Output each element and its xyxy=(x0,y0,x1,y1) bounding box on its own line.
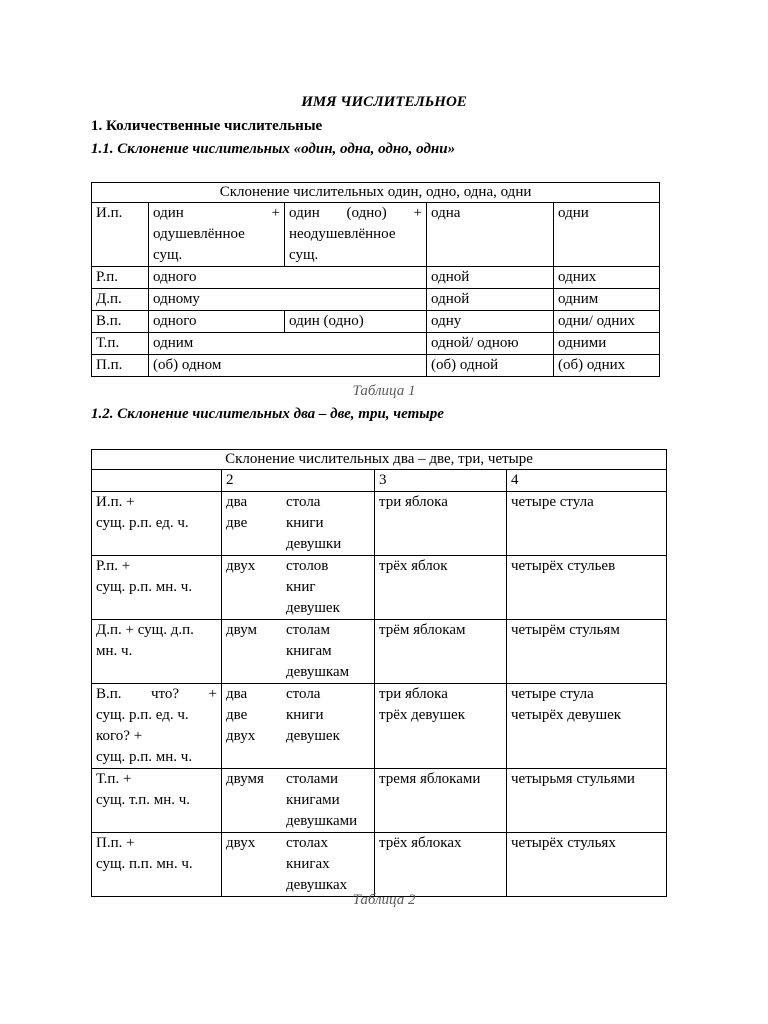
numeral-two-cell xyxy=(222,620,375,684)
cell-text: мн. ч. xyxy=(96,643,133,659)
cell-text: трёх девушек xyxy=(379,707,466,723)
case-cell: Р.п. xyxy=(92,267,149,289)
column-header: 4 xyxy=(507,470,667,492)
cell-line xyxy=(226,577,370,598)
section-heading: 1. Количественные числительные xyxy=(91,118,323,134)
table-row xyxy=(92,556,667,620)
cell-text: (одно) xyxy=(346,205,387,221)
table-row xyxy=(92,684,667,769)
numeral-two-cell xyxy=(222,833,375,897)
case-cell: В.п. xyxy=(92,311,149,333)
numeral-three-cell xyxy=(375,492,507,556)
plural-cell: одни xyxy=(554,203,660,267)
cell-text: стола xyxy=(286,686,321,702)
cell-text: двум xyxy=(226,622,257,638)
case-cell: Д.п. xyxy=(92,289,149,311)
cell-text xyxy=(226,534,286,555)
cell-text: В.п. xyxy=(96,686,122,702)
cell-text: книгами xyxy=(286,792,340,808)
numeral-two-cell xyxy=(222,684,375,769)
cell-line xyxy=(226,534,370,555)
cell-text xyxy=(226,598,286,619)
cell-text: четырёх стульях xyxy=(511,835,616,851)
plural-cell: одними xyxy=(554,333,660,355)
plural-cell: одним xyxy=(554,289,660,311)
cell-text: девушки xyxy=(286,536,342,552)
case-cell: П.п. xyxy=(92,355,149,377)
table-row xyxy=(92,203,660,267)
numeral-four-cell xyxy=(507,833,667,897)
plural-cell: одних xyxy=(554,267,660,289)
declension-table-one xyxy=(91,182,660,377)
cell-text: сущ. р.п. ед. ч. xyxy=(96,707,189,723)
cell-text: сущ. xyxy=(153,247,183,263)
cell-line xyxy=(226,641,370,662)
cell-text: четырёх девушек xyxy=(511,707,622,723)
plural-cell: (об) одних xyxy=(554,355,660,377)
cell-text xyxy=(226,577,286,598)
feminine-cell: одной xyxy=(427,267,554,289)
masc-cell: (об) одном xyxy=(149,355,427,377)
cell-text: четырьмя стульями xyxy=(511,771,635,787)
cell-text: трёх яблоках xyxy=(379,835,462,851)
column-header: 3 xyxy=(375,470,507,492)
numeral-four-cell xyxy=(507,620,667,684)
cell-text: столов xyxy=(286,558,329,574)
cell-text: сущ. xyxy=(289,247,319,263)
cell-text xyxy=(226,811,286,832)
cell-text: И.п. + xyxy=(96,494,135,510)
cell-line xyxy=(226,833,370,854)
cell-text: один xyxy=(153,205,184,221)
case-cell xyxy=(92,556,222,620)
cell-line xyxy=(226,854,370,875)
cell-text: четыре стула xyxy=(511,686,594,702)
cell-text: столам xyxy=(286,622,330,638)
cell-text: столах xyxy=(286,835,328,851)
cell-line xyxy=(226,620,370,641)
cell-text: три яблока xyxy=(379,686,448,702)
cell-text: девушек xyxy=(286,728,340,744)
case-cell: Т.п. xyxy=(92,333,149,355)
numeral-three-cell xyxy=(375,833,507,897)
cell-text: девушках xyxy=(286,877,348,893)
cell-text: Д.п. + сущ. д.п. xyxy=(96,622,194,638)
table-row xyxy=(92,833,667,897)
cell-text: П.п. + xyxy=(96,835,135,851)
feminine-cell: одну xyxy=(427,311,554,333)
cell-text: + xyxy=(208,686,217,702)
cell-text: Р.п. + xyxy=(96,558,131,574)
inanimate-cell xyxy=(285,203,427,267)
cell-text: + xyxy=(271,205,280,221)
cell-text: неодушевлённое xyxy=(289,226,396,242)
cell-text: три яблока xyxy=(379,494,448,510)
inanimate-cell: один (одно) xyxy=(285,311,427,333)
numeral-two-cell xyxy=(222,556,375,620)
cell-text: книг xyxy=(286,579,316,595)
cell-text: одушевлённое xyxy=(153,226,245,242)
table-row xyxy=(92,289,660,311)
cell-text: книги xyxy=(286,707,324,723)
cell-line xyxy=(226,556,370,577)
declension-table-two xyxy=(91,449,667,897)
cell-text: столами xyxy=(286,771,338,787)
cell-text: + xyxy=(413,205,422,221)
table-row xyxy=(92,355,660,377)
subsection-heading-1: 1.1. Склонение числительных «один, одна, одно, одни» xyxy=(91,141,456,157)
table-body xyxy=(92,492,667,897)
case-line xyxy=(96,684,217,705)
table-caption: Склонение числительных два – две, три, четыре xyxy=(92,450,667,470)
cell-text: четырёх стульев xyxy=(511,558,616,574)
cell-text: книги xyxy=(286,515,324,531)
cell-text: трём яблокам xyxy=(379,622,466,638)
cell-line xyxy=(226,598,370,619)
cell-text: книгах xyxy=(286,856,330,872)
masc-cell: одному xyxy=(149,289,427,311)
cell-line xyxy=(226,684,370,705)
table-label-2: Таблица 2 xyxy=(352,892,416,908)
cell-text: сущ. п.п. мн. ч. xyxy=(96,856,193,872)
feminine-cell: одна xyxy=(427,203,554,267)
numeral-three-cell xyxy=(375,769,507,833)
table-caption-row xyxy=(92,450,667,470)
cell-text: две xyxy=(226,515,248,531)
cell-text xyxy=(226,641,286,662)
cell-text: девушек xyxy=(286,600,340,616)
numeral-four-cell xyxy=(507,492,667,556)
cell-text: двух xyxy=(226,558,256,574)
table-row xyxy=(92,333,660,355)
numeral-two-cell xyxy=(222,492,375,556)
cell-line xyxy=(226,705,370,726)
cell-text: двух xyxy=(226,728,256,744)
table-caption: Склонение числительных один, одно, одна, одни xyxy=(92,183,660,203)
subsection-heading-2: 1.2. Склонение числительных два – две, три, четыре xyxy=(91,406,444,422)
cell-text: двумя xyxy=(226,771,264,787)
case-cell xyxy=(92,684,222,769)
table-header-row xyxy=(92,470,667,492)
cell-text: Т.п. + xyxy=(96,771,132,787)
cell-line xyxy=(226,513,370,534)
cell-text: что? xyxy=(151,686,180,702)
cell-text: сущ. р.п. мн. ч. xyxy=(96,749,193,765)
table-caption-row xyxy=(92,183,660,203)
cell-text: тремя яблоками xyxy=(379,771,481,787)
cell-text: девушками xyxy=(286,813,358,829)
cell-text: книгам xyxy=(286,643,332,659)
feminine-cell: одной/ одною xyxy=(427,333,554,355)
cell-text: две xyxy=(226,707,248,723)
table-label-1: Таблица 1 xyxy=(352,383,416,399)
cell-text: кого? + xyxy=(96,728,143,744)
masc-cell: одного xyxy=(149,267,427,289)
table-row xyxy=(92,311,660,333)
cell-line xyxy=(226,726,370,747)
table-row xyxy=(92,620,667,684)
cell-text: четырём стульям xyxy=(511,622,620,638)
cell-text xyxy=(226,790,286,811)
case-cell xyxy=(92,492,222,556)
plural-cell: одни/ одних xyxy=(554,311,660,333)
cell-text: стола xyxy=(286,494,321,510)
cell-text: два xyxy=(226,686,248,702)
cell-line xyxy=(226,769,370,790)
table-row xyxy=(92,267,660,289)
cell-text: девушкам xyxy=(286,664,350,680)
table-row xyxy=(92,769,667,833)
cell-text: сущ. р.п. ед. ч. xyxy=(96,515,189,531)
cell-text: два xyxy=(226,494,248,510)
case-cell: И.п. xyxy=(92,203,149,267)
table-row xyxy=(92,492,667,556)
cell-text: сущ. т.п. мн. ч. xyxy=(96,792,191,808)
masc-animate-cell xyxy=(149,203,285,267)
numeral-four-cell xyxy=(507,556,667,620)
cell-text: сущ. р.п. мн. ч. xyxy=(96,579,193,595)
empty-header-cell xyxy=(92,470,222,492)
cell-line xyxy=(226,790,370,811)
feminine-cell: одной xyxy=(427,289,554,311)
feminine-cell: (об) одной xyxy=(427,355,554,377)
numeral-three-cell xyxy=(375,556,507,620)
numeral-two-cell xyxy=(222,769,375,833)
cell-line xyxy=(226,811,370,832)
cell-text: двух xyxy=(226,835,256,851)
column-header: 2 xyxy=(222,470,375,492)
numeral-three-cell xyxy=(375,684,507,769)
case-cell xyxy=(92,620,222,684)
numeral-four-cell xyxy=(507,769,667,833)
page-title: ИМЯ ЧИСЛИТЕЛЬНОЕ xyxy=(301,94,467,110)
cell-text xyxy=(226,854,286,875)
cell-text: трёх яблок xyxy=(379,558,448,574)
case-cell xyxy=(92,833,222,897)
case-cell xyxy=(92,769,222,833)
masc-cell: одного xyxy=(149,311,285,333)
masc-cell: одним xyxy=(149,333,427,355)
cell-line xyxy=(226,492,370,513)
numeral-four-cell xyxy=(507,684,667,769)
cell-line xyxy=(226,662,370,683)
cell-text: один xyxy=(289,205,320,221)
cell-text xyxy=(226,662,286,683)
numeral-three-cell xyxy=(375,620,507,684)
cell-text: четыре стула xyxy=(511,494,594,510)
